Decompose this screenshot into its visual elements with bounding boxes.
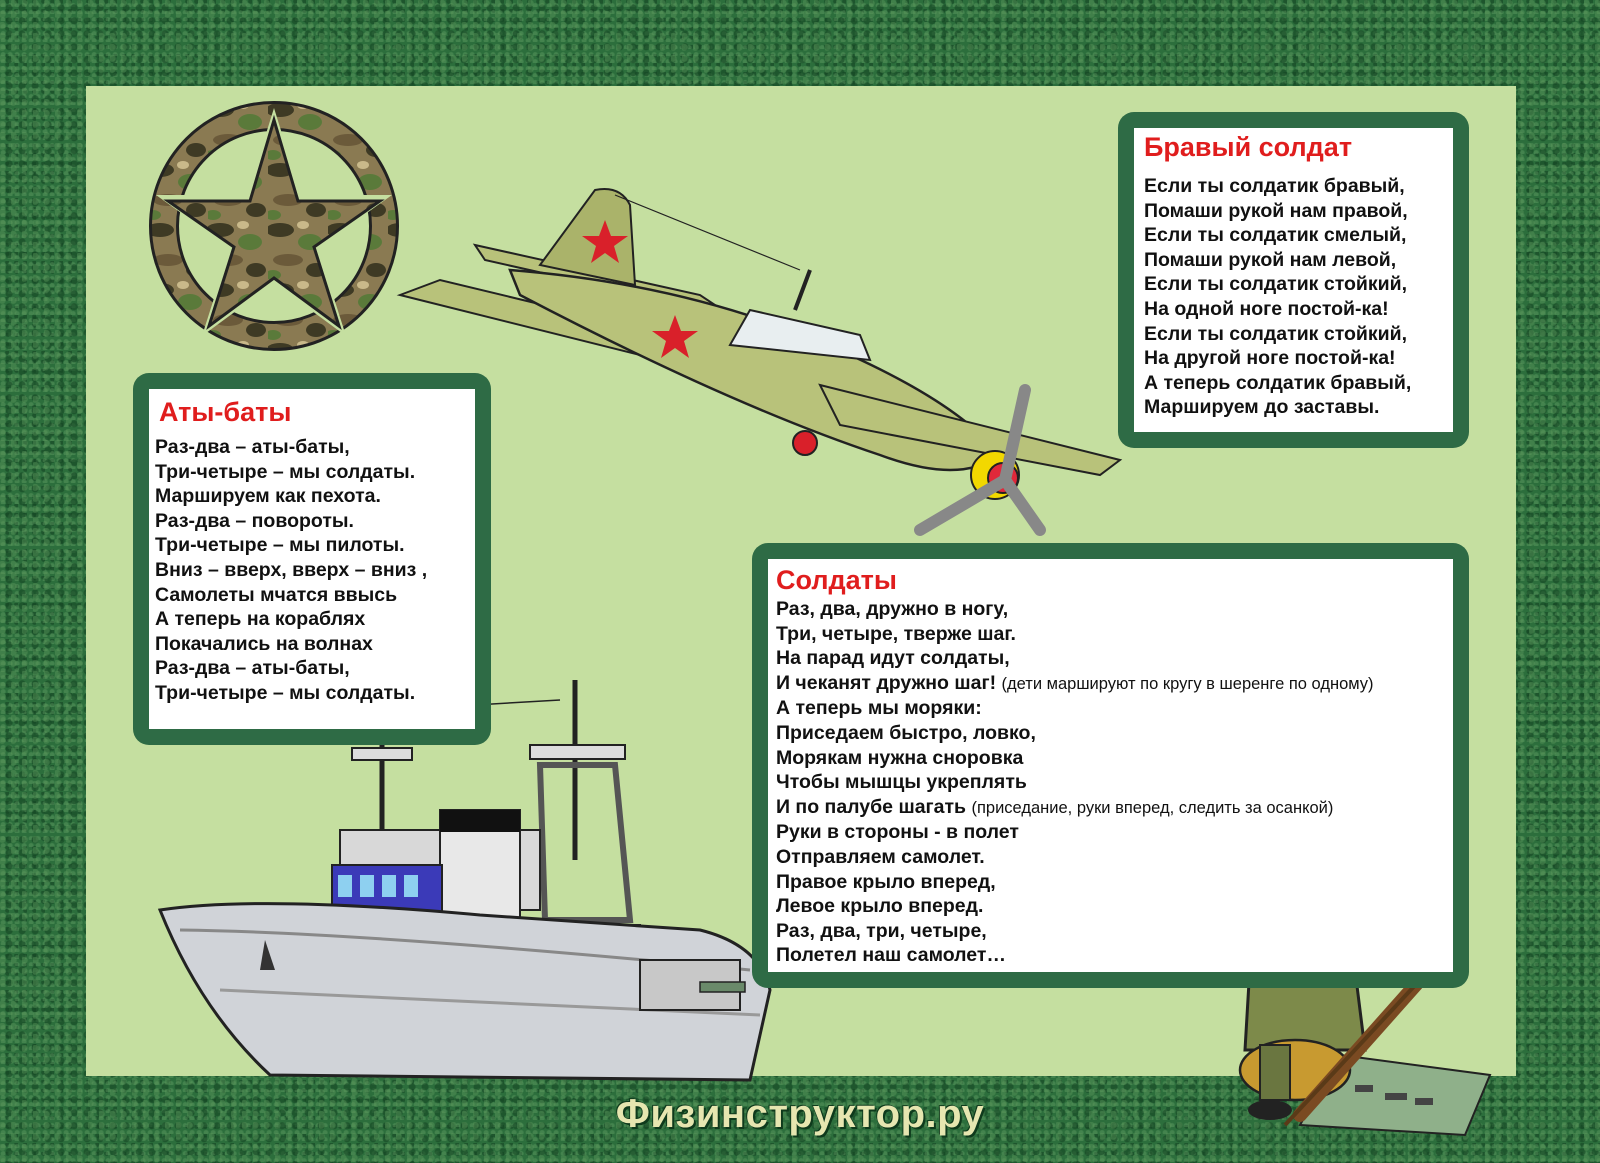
poem-line: Покачались на волнах <box>155 632 373 655</box>
poem-line: Помаши рукой нам левой, <box>1144 248 1397 271</box>
poem-line: Маршируем как пехота. <box>155 485 381 508</box>
poem-line: Помаши рукой нам правой, <box>1144 199 1408 222</box>
poem-line-text: И чеканят дружно шаг! <box>776 671 997 694</box>
card-title: Бравый солдат <box>1144 132 1353 162</box>
poem-line: А теперь на кораблях <box>155 608 366 631</box>
poem-line: Приседаем быстро, ловко, <box>776 721 1036 744</box>
poem-line: Отправляем самолет. <box>776 845 985 868</box>
card-brave-soldier <box>1118 112 1469 448</box>
poem-line-with-note <box>776 795 1374 821</box>
poem-line: Чтобы мышцы укреплять <box>776 771 1027 794</box>
exercise-note: (приседание, руки вперед, следить за осанкой) <box>971 798 1334 817</box>
card-soldiers <box>752 543 1469 988</box>
poem-line: Правое крыло вперед, <box>776 870 996 893</box>
poem-line: Если ты солдатик бравый, <box>1144 175 1405 197</box>
card-aty-baty <box>133 373 491 745</box>
poem-lines <box>1144 174 1411 420</box>
poem-lines <box>776 597 1374 968</box>
poem-line: Три-четыре – мы солдаты. <box>155 460 416 483</box>
site-watermark: Физинструктор.ру <box>615 1092 985 1136</box>
poem-line: Раз-два – аты-баты, <box>155 657 350 680</box>
camouflage-star-icon <box>148 100 400 352</box>
poem-line-with-note <box>776 671 1374 697</box>
poem-line: Три, четыре, тверже шаг. <box>776 622 1016 645</box>
poem-line: Руки в стороны - в полет <box>776 821 1019 844</box>
poem-line: Три-четыре – мы солдаты. <box>155 681 416 704</box>
airplane-icon <box>400 185 1130 535</box>
poem-line: Морякам нужна сноровка <box>776 746 1024 769</box>
poem-line: На другой ноге постой-ка! <box>1144 347 1396 370</box>
poem-line-text: И по палубе шагать <box>776 795 967 818</box>
poem-line: Полетел наш самолет… <box>776 944 1006 967</box>
poem-line: На парад идут солдаты, <box>776 647 1010 670</box>
poem-line: Если ты солдатик смелый, <box>1144 224 1407 247</box>
exercise-note: (дети маршируют по кругу в шеренге по одному) <box>1001 674 1374 693</box>
poem-line: Раз, два, дружно в ногу, <box>776 598 1009 620</box>
poem-line: А теперь солдатик бравый, <box>1144 371 1412 394</box>
card-title: Аты-баты <box>159 397 292 427</box>
poem-lines <box>155 435 427 706</box>
poem-line: Раз, два, три, четыре, <box>776 919 987 942</box>
poem-line: Раз-два – аты-баты, <box>155 436 350 458</box>
poem-line: Если ты солдатик стойкий, <box>1144 273 1408 296</box>
poem-line: Раз-два – повороты. <box>155 509 354 532</box>
poem-line: На одной ноге постой-ка! <box>1144 297 1389 320</box>
poem-line: Три-четыре – мы пилоты. <box>155 534 405 557</box>
card-title: Солдаты <box>776 565 897 595</box>
poem-line: Если ты солдатик стойкий, <box>1144 322 1408 345</box>
poem-line: А теперь мы моряки: <box>776 697 982 720</box>
poem-line: Вниз – вверх, вверх – вниз , <box>155 558 428 581</box>
poem-line: Маршируем до заставы. <box>1144 396 1380 419</box>
poem-line: Самолеты мчатся ввысь <box>155 583 398 606</box>
poem-line: Левое крыло вперед. <box>776 895 984 918</box>
